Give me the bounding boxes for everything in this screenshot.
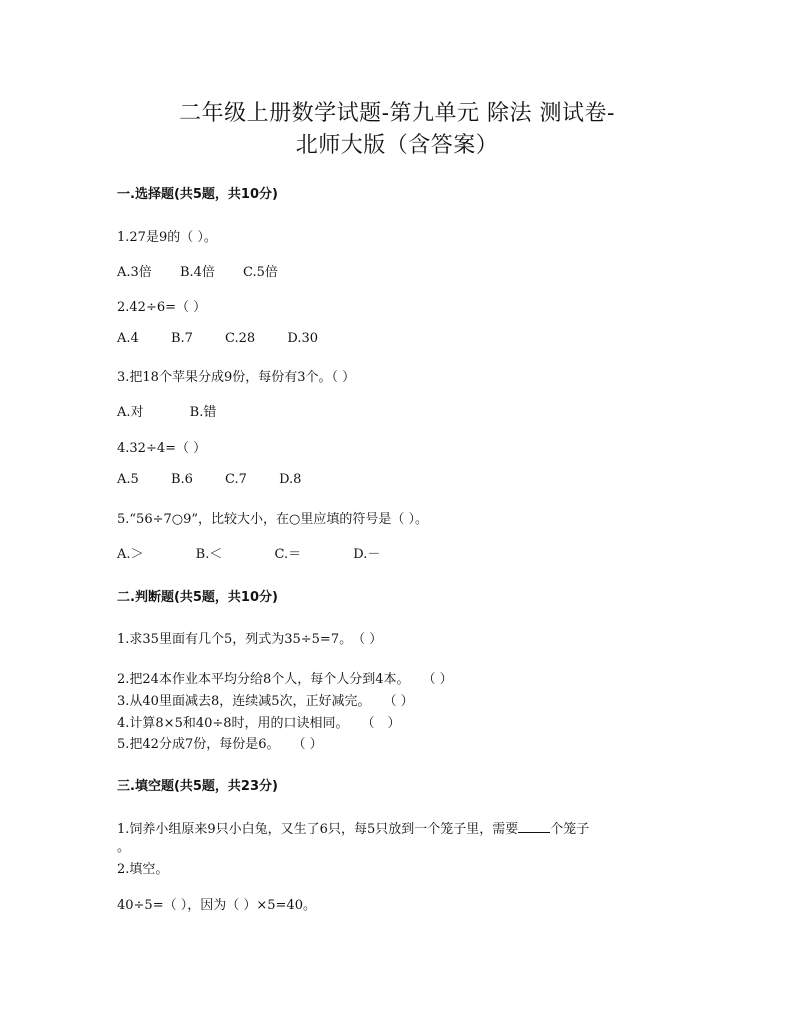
judgment-item-5: 5.把42分成7份，每份是6。 （ ） — [117, 737, 323, 752]
question-1-3-options — [117, 401, 216, 420]
fill-item-2-line: 40÷5=（ ），因为（ ）×5=40。 — [117, 898, 316, 913]
question-1-1: 1.27是9的（ ）。 — [117, 230, 217, 245]
section-heading-fill-in: 三.填空题(共5题，共23分) — [117, 779, 278, 794]
option-b: B.＜ — [195, 547, 223, 562]
judgment-item-4: 4.计算8×5和40÷8时，用的口诀相同。 （ ） — [117, 716, 401, 731]
option-a: A.5 — [117, 472, 139, 487]
question-1-4-options — [117, 472, 301, 487]
judgment-item-2: 2.把24本作业本平均分给8个人，每个人分到4本。 （ ） — [117, 672, 453, 687]
page-title-line-1: 二年级上册数学试题-第九单元 除法 测试卷- — [179, 101, 615, 126]
option-b: B.6 — [170, 472, 193, 487]
fill-item-1 — [117, 818, 589, 837]
option-a: A.对 — [117, 405, 144, 420]
question-1-5: 5.“56÷7○9”，比较大小，在○里应填的符号是（ ）。 — [117, 512, 428, 527]
option-d: D.8 — [279, 472, 302, 487]
question-1-5-options — [117, 543, 380, 562]
option-c: C.7 — [225, 472, 247, 487]
judgment-item-3: 3.从40里面减去8，连续减5次，正好减完。 （ ） — [117, 694, 414, 709]
option-c: C.＝ — [274, 547, 302, 562]
fill-item-1-text-before: 1.饲养小组原来9只小白兔，又生了6只，每5只放到一个笼子里，需要 — [117, 822, 519, 837]
section-heading-true-false: 二.判断题(共5题，共10分) — [117, 590, 278, 605]
fill-item-2: 2.填空。 — [117, 862, 169, 877]
option-b: B.4倍 — [179, 265, 215, 280]
option-d: D.－ — [353, 547, 381, 562]
question-1-1-options — [117, 261, 278, 280]
option-b: B.7 — [170, 331, 193, 346]
option-a: A.4 — [117, 331, 139, 346]
question-1-3: 3.把18个苹果分成9份，每份有3个。（ ） — [117, 370, 356, 385]
question-1-2: 2.42÷6=（ ） — [117, 300, 207, 315]
option-a: A.3倍 — [117, 265, 152, 280]
section-heading-multiple-choice: 一.选择题(共5题，共10分) — [117, 187, 278, 202]
option-b: B.错 — [189, 405, 217, 420]
page-title-line-2: 北师大版（含答案） — [295, 133, 499, 158]
judgment-item-1: 1.求35里面有几个5，列式为35÷5=7。 （ ） — [117, 632, 383, 647]
question-1-2-options — [117, 331, 318, 346]
answer-blank — [518, 820, 550, 833]
question-1-4: 4.32÷4=（ ） — [117, 441, 207, 456]
option-d: D.30 — [287, 331, 318, 346]
fill-item-1-text-after: 个笼子 — [550, 822, 590, 837]
option-a: A.＞ — [117, 547, 144, 562]
option-c: C.28 — [225, 331, 256, 346]
option-c: C.5倍 — [243, 265, 278, 280]
fill-item-1-tail: 。 — [117, 840, 131, 855]
